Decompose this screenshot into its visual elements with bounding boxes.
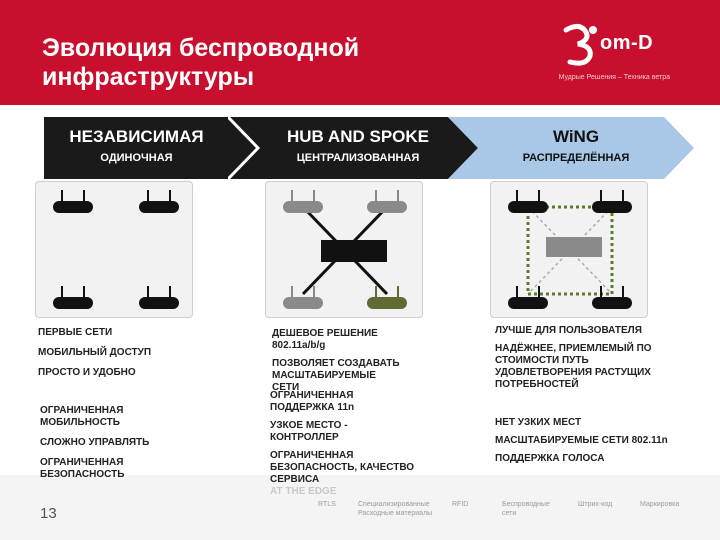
faded-text: AT THE EDGE <box>270 486 337 497</box>
list-item: ПОДДЕРЖКА ГОЛОСА <box>495 453 605 464</box>
access-point-icon <box>367 286 407 309</box>
list-item: ПРОСТО И УДОБНО <box>38 367 136 378</box>
footer-item-barcode: Штрих-код <box>578 501 613 508</box>
list-item: СЛОЖНО УПРАВЛЯТЬ <box>40 437 150 448</box>
company-logo <box>560 22 700 82</box>
list-item: ДЕШЕВОЕ РЕШЕНИЕ 802.11a/b/g <box>272 328 378 351</box>
access-point-icon <box>139 286 179 309</box>
list-item: НЕТ УЗКИХ МЕСТ <box>495 417 582 428</box>
slide-title-line2: инфраструктуры <box>42 63 255 91</box>
access-point-icon <box>592 190 632 213</box>
diagram-independent <box>35 181 193 318</box>
access-point-icon <box>367 190 407 213</box>
column-wing-cons <box>495 417 695 465</box>
footer-item-rfid: RFID <box>452 501 469 508</box>
column-hub-pros <box>272 328 402 394</box>
logo-mark-icon <box>560 22 602 68</box>
column-wing-pros <box>495 325 685 391</box>
column-hub-cons <box>270 390 440 498</box>
list-item: ОГРАНИЧЕННАЯ МОБИЛЬНОСТЬ <box>40 405 124 428</box>
access-point-icon <box>508 190 548 213</box>
logo-text: om-D <box>600 32 654 54</box>
access-point-icon <box>592 286 632 309</box>
column-independent-pros <box>38 327 228 379</box>
banner-title: WiNG <box>552 127 600 146</box>
diagram-hub-and-spoke <box>265 181 423 318</box>
access-point-icon <box>283 286 323 309</box>
access-point-icon <box>53 190 93 213</box>
banner-independent <box>44 117 259 179</box>
list-item: ЛУЧШЕ ДЛЯ ПОЛЬЗОВАТЕЛЯ <box>495 325 642 336</box>
controller-icon <box>546 237 602 257</box>
list-item: МАСШТАБИРУЕМЫЕ СЕТИ 802.11n <box>495 435 668 446</box>
list-item: ПОЗВОЛЯЕТ СОЗДАВАТЬ МАСШТАБИРУЕМЫЕ СЕТИ <box>272 358 400 393</box>
footer-item-wireless: Беспроводные сети <box>502 501 550 517</box>
banner-subtitle: РАСПРЕДЕЛЁННАЯ <box>522 152 630 164</box>
access-point-icon <box>283 190 323 213</box>
access-point-icon <box>139 190 179 213</box>
slide-title <box>42 34 462 92</box>
page-number: 13 <box>40 505 57 522</box>
column-independent-cons <box>40 405 170 481</box>
controller-icon <box>321 240 387 262</box>
footer-item-consumables: Специализированные Расходные материалы <box>358 501 433 517</box>
slide-title-line1: Эволюция беспроводной <box>42 34 360 62</box>
list-item: ПЕРВЫЕ СЕТИ <box>38 327 113 338</box>
banner-subtitle: ОДИНОЧНАЯ <box>100 152 173 164</box>
footer-item-rtls: RTLS <box>318 501 336 508</box>
banner-title: НЕЗАВИСИМАЯ <box>69 127 204 146</box>
banner-hub-and-spoke <box>228 117 478 179</box>
list-item: МОБИЛЬНЫЙ ДОСТУП <box>38 347 152 358</box>
list-item: НАДЁЖНЕЕ, ПРИЕМЛЕМЫЙ ПО СТОИМОСТИ ПУТЬ УДОВЛЕТВОРЕНИЯ РАСТУЩИХ ПОТРЕБНОСТЕЙ <box>495 343 652 390</box>
banner-title: HUB AND SPOKE <box>287 127 429 146</box>
list-item: ОГРАНИЧЕННАЯ ПОДДЕРЖКА 11n <box>270 390 355 413</box>
footer-item-labeling: Маркировка <box>640 501 680 508</box>
banner-wing <box>448 117 694 179</box>
logo-tagline: Мудрые Решения – Техника ветра <box>558 74 670 81</box>
diagram-wing <box>490 181 648 318</box>
list-item: УЗКОЕ МЕСТО - КОНТРОЛЛЕР <box>270 420 348 443</box>
list-item: ОГРАНИЧЕННАЯ БЕЗОПАСНОСТЬ, КАЧЕСТВО СЕРВИСА <box>270 450 415 485</box>
banner-subtitle: ЦЕНТРАЛИЗОВАННАЯ <box>296 152 420 164</box>
list-item: ОГРАНИЧЕННАЯ БЕЗОПАСНОСТЬ <box>40 457 125 480</box>
access-point-icon <box>53 286 93 309</box>
